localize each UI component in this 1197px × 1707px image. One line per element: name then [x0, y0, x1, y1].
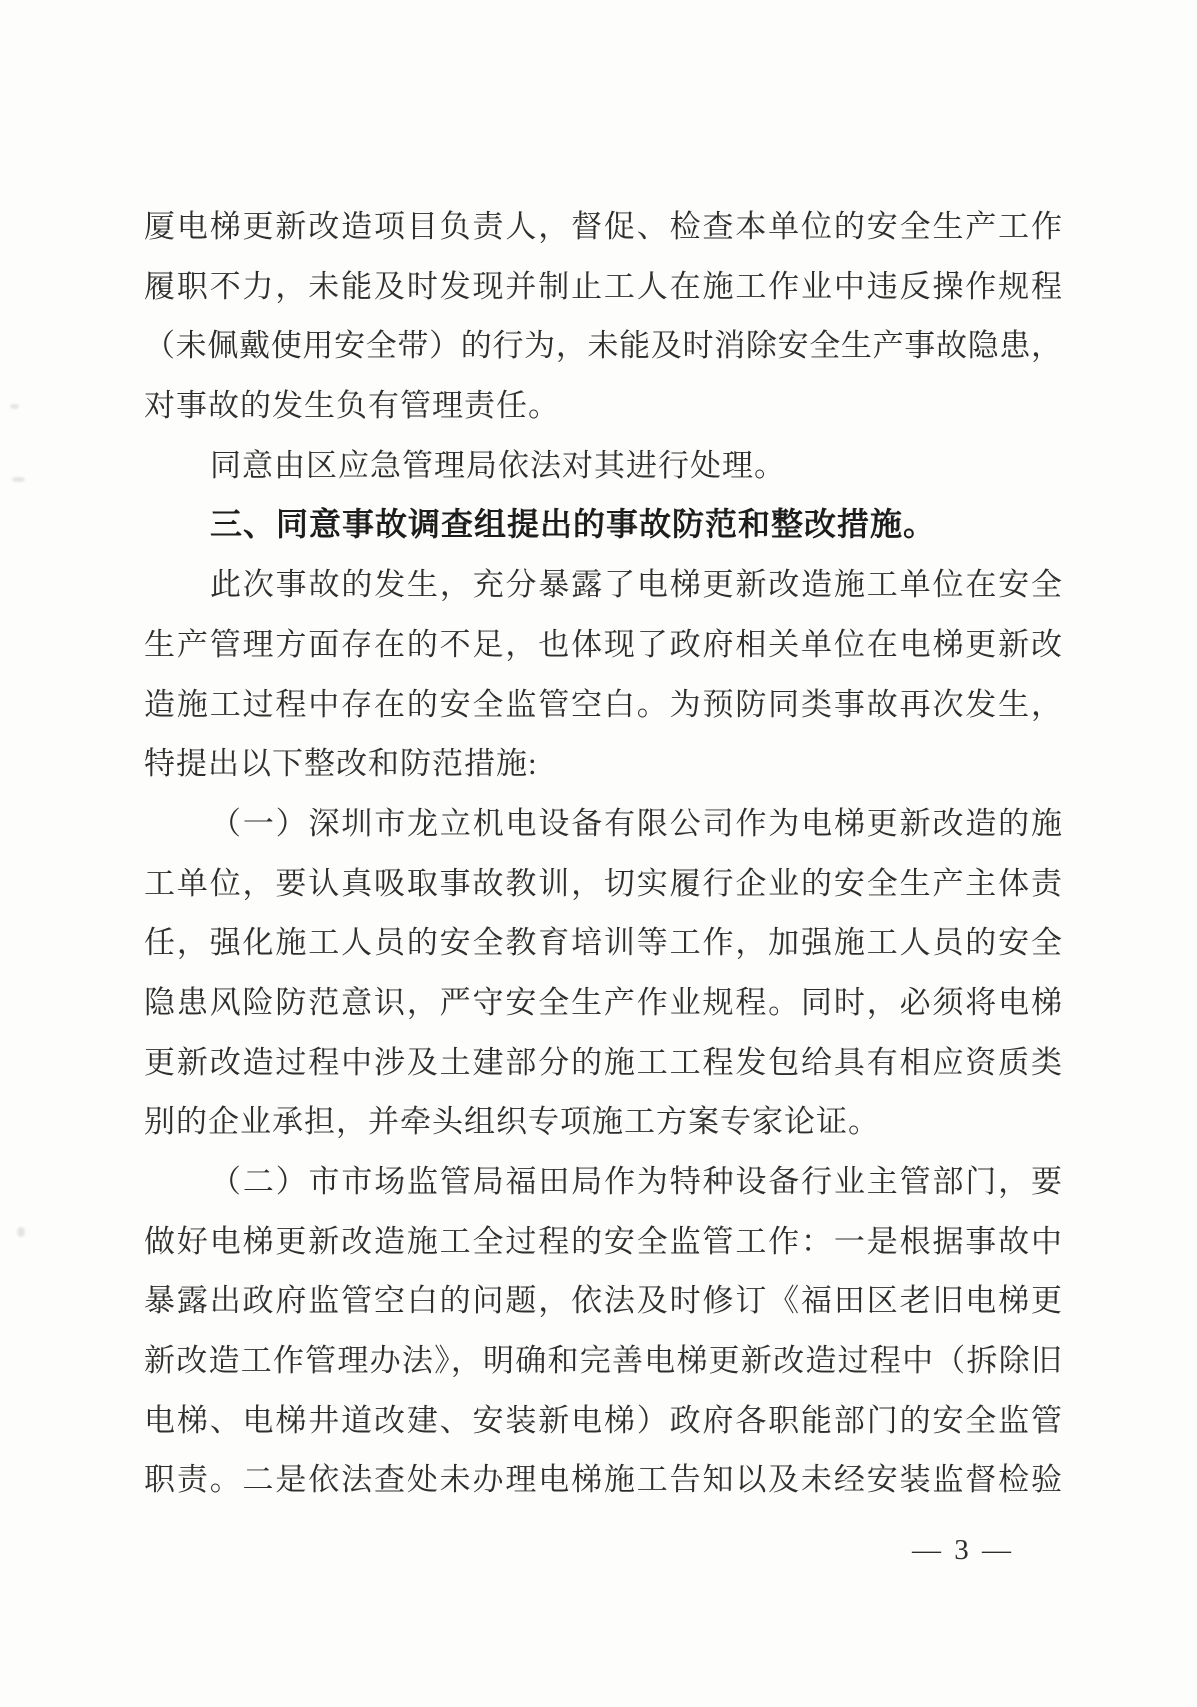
- body-line: 履职不力，未能及时发现并制止工人在施工作业中违反操作规程: [144, 268, 1062, 304]
- body-line: （未佩戴使用安全带）的行为，未能及时消除安全生产事故隐患，: [144, 328, 1062, 364]
- body-line: 工单位，要认真吸取事故教训，切实履行企业的安全生产主体责: [144, 865, 1062, 901]
- body-line: 电梯、电梯井道改建、安装新电梯）政府各职能部门的安全监管: [144, 1402, 1062, 1438]
- body-line: 别的企业承担，并牵头组织专项施工方案专家论证。: [144, 1104, 880, 1140]
- body-line: 特提出以下整改和防范措施:: [144, 746, 538, 782]
- body-line: 此次事故的发生，充分暴露了电梯更新改造施工单位在安全: [210, 567, 1062, 603]
- body-line: 对事故的发生负有管理责任。: [144, 388, 560, 424]
- body-line: 造施工过程中存在的安全监管空白。为预防同类事故再次发生，: [144, 686, 1062, 722]
- body-line: 厦电梯更新改造项目负责人，督促、检查本单位的安全生产工作: [144, 209, 1062, 244]
- body-line: 同意由区应急管理局依法对其进行处理。: [210, 447, 786, 483]
- section-heading: 三、同意事故调查组提出的事故防范和整改措施。: [210, 506, 937, 543]
- body-line: 任，强化施工人员的安全教育培训等工作，加强施工人员的安全: [144, 925, 1062, 961]
- scan-smudge: [17, 1227, 25, 1237]
- scan-smudge: [10, 404, 19, 409]
- body-line: 职责。二是依法查处未办理电梯施工告知以及未经安装监督检验: [144, 1462, 1062, 1498]
- body-line: 做好电梯更新改造施工全过程的安全监管工作：一是根据事故中: [144, 1223, 1062, 1259]
- body-line: 暴露出政府监管空白的问题，依法及时修订《福田区老旧电梯更: [144, 1283, 1062, 1319]
- body-line: 新改造工作管理办法》，明确和完善电梯更新改造过程中（拆除旧: [144, 1343, 1062, 1379]
- body-line: 更新改造过程中涉及土建部分的施工工程发包给具有相应资质类: [144, 1044, 1062, 1080]
- body-line: 隐患风险防范意识，严守安全生产作业规程。同时，必须将电梯: [144, 984, 1062, 1020]
- body-line: （一）深圳市龙立机电设备有限公司作为电梯更新改造的施: [210, 805, 1062, 841]
- page-number: — 3 —: [912, 1534, 1014, 1566]
- scan-smudge: [12, 477, 25, 482]
- body-line: 生产管理方面存在的不足，也体现了政府相关单位在电梯更新改: [144, 626, 1062, 662]
- document-body: [144, 197, 1062, 1510]
- body-line: （二）市市场监管局福田局作为特种设备行业主管部门，要: [210, 1164, 1062, 1199]
